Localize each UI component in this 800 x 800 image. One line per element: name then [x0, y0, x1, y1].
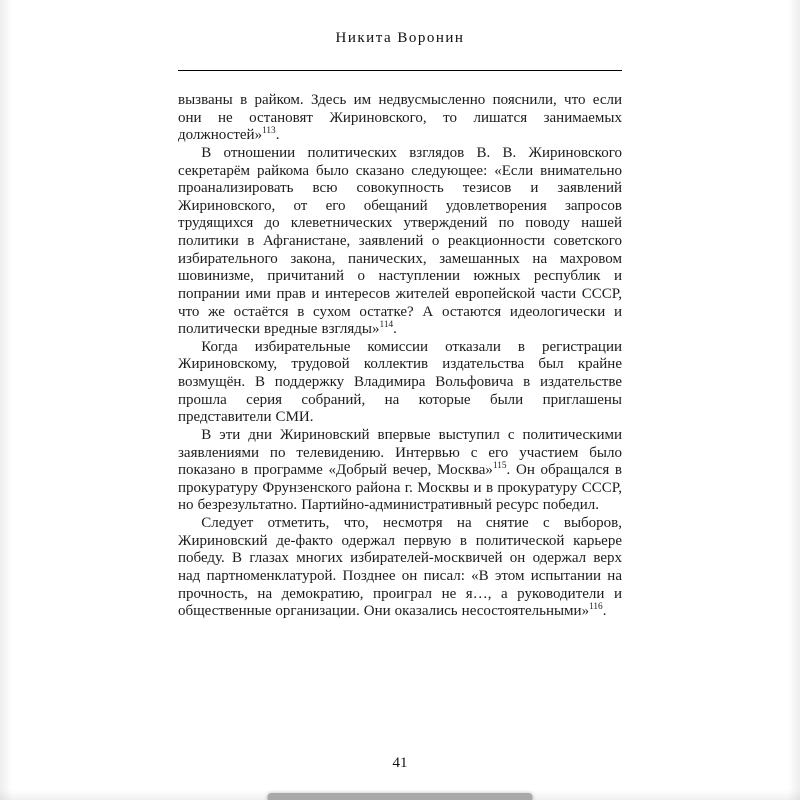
paragraph: В отношении политических взглядов В. В. Жириновского секретарём райкома было сказано следующее: «Если внимательно проанализировать всю совокупность тезисов и заявлений Жириновского, от его обещаний удовлетворения запросов трудящихся до клеветнических утверждений по поводу нашей политики в Афганистане, заявлений о реакционности советского избирательного закона, панических, замешанных на махровом шовинизме, причитаний о наступлении южных республик и попрании ими прав и интересов жителей европейской части СССР, что же остаётся в сухом остатке? А остаются идеологически и политически вредные взгляды»$^{114}$.: [178, 144, 622, 338]
footnote-ref: 115: [492, 461, 507, 472]
paragraph: Когда избирательные комиссии отказали в регистрации Жириновскому, трудовой коллектив издательства был крайне возмущён. В поддержку Владимира Вольфовича в издательстве прошла серия собраний, на которые были приглашены представители СМИ.: [178, 338, 622, 426]
footnote-ref: 113: [262, 126, 276, 137]
paragraph: Следует отметить, что, несмотря на снятие с выборов, Жириновский де-факто одержал первую в политической карьере победу. В глазах многих избирателей-москвичей он одержал верх над партноменклатурой. Позднее он писал: «В этом испытании на прочность, на демократию, проиграл не я…, а руководители и общественные организации. Они оказались несостоятельными»$^{116}$.: [178, 515, 622, 620]
running-head-author: Никита Воронин: [335, 30, 465, 46]
paragraph: В эти дни Жириновский впервые выступил с политическими заявлениями по телевидению. Интервью с его участием было показано в программе «Добрый вечер, Москва»$^{115}$. Он обращался в прокуратуру Фрунзенского района г. Москвы и в прокуратуру СССР, но безрезультатно. Партийно-административный ресурс победил.: [178, 426, 623, 514]
footnote-ref: 116: [589, 602, 603, 613]
page-edge-shadow-left: [0, 0, 12, 800]
page-number: 41: [392, 755, 408, 771]
header-rule: [178, 70, 622, 71]
footnote-ref: 114: [379, 320, 394, 331]
text-body: [178, 92, 622, 621]
paragraph: вызваны в райком. Здесь им недвусмысленно пояснили, что если они не остановят Жириновского, то лишатся занимаемых должностей»$^{113}$.: [178, 92, 622, 144]
page-edge-shadow-right: [788, 0, 800, 800]
page-bottom-edge: [268, 793, 533, 800]
